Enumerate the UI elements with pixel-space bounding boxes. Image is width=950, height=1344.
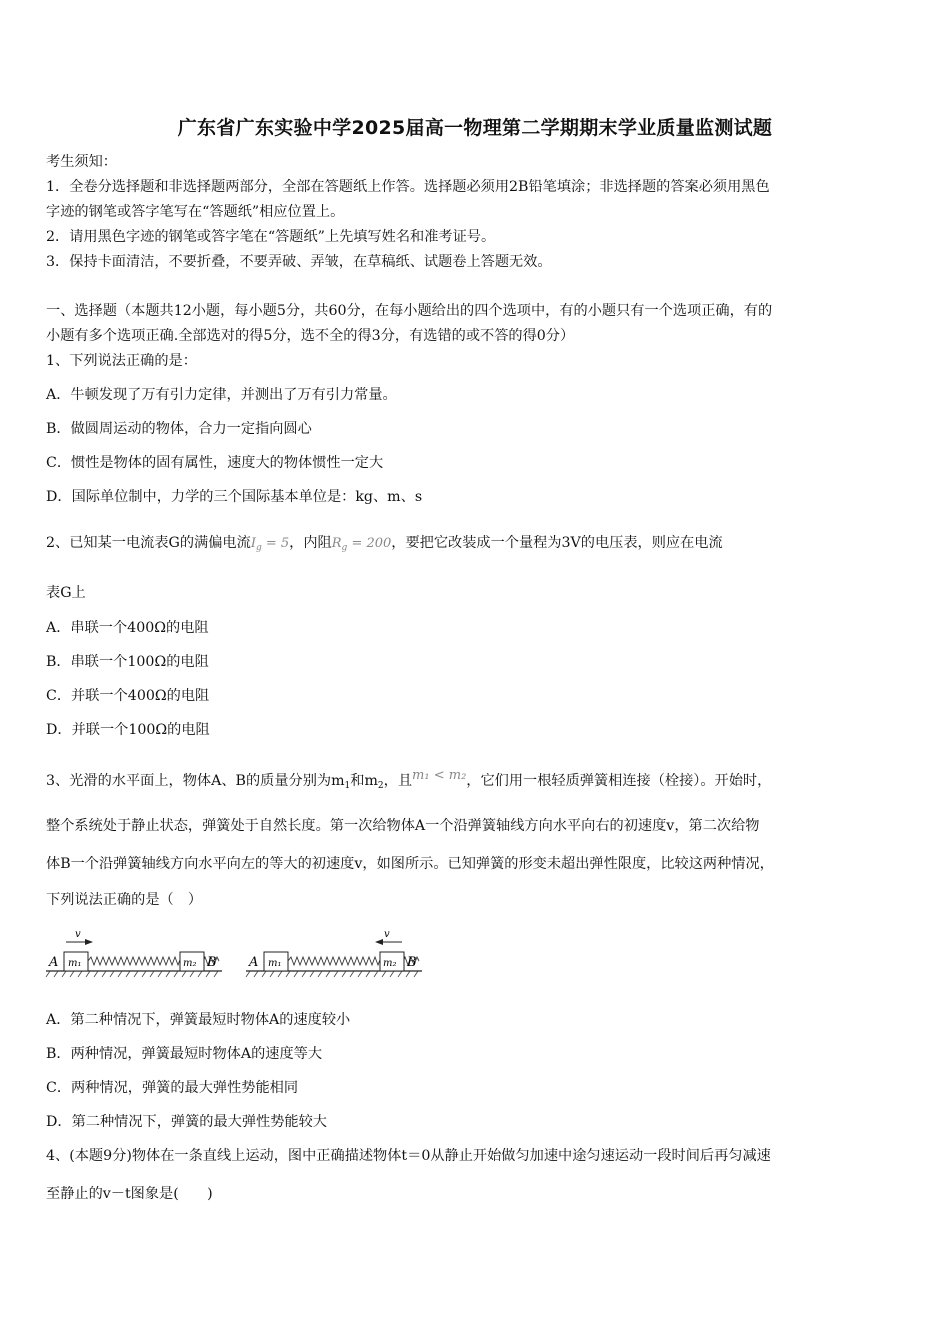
q1-option-b: B．做圆周运动的物体，合力一定指向圆心	[46, 421, 312, 437]
question-3-stem-line4: 下列说法正确的是（ ）	[46, 892, 203, 908]
notice-item: 1．全卷分选择题和非选择题两部分，全部在答题纸上作答。选择题必须用2B铅笔填涂；非选择题的答案必须用黑色	[46, 179, 770, 195]
question-3-stem: 3、光滑的水平面上，物体A、B的质量分别为$m_1$和$m_2$，且m₁ < m₂，它们用一根轻质弹簧相连接（栓接）。开始时，	[46, 768, 772, 791]
q3-option-b: B．两种情况，弹簧最短时物体A的速度等大	[46, 1046, 323, 1062]
question-3-stem-line3: 体B一个沿弹簧轴线方向水平向左的等大的初速度v，如图所示。已知弹簧的形变未超出弹性限度，比较这两种情况，	[46, 856, 774, 872]
q2-stem-a: 2、已知某一电流表G的满偏电流	[46, 535, 251, 551]
notice-item: 2．请用黑色字迹的钢笔或答字笔在“答题纸”上先填写姓名和准考证号。	[46, 229, 496, 245]
page-title: 广东省广东实验中学2025届高一物理第二学期期末学业质量监测试题	[177, 117, 773, 139]
question-2-stem	[46, 533, 723, 558]
velocity-label: v	[384, 929, 390, 940]
notice-heading: 考生须知：	[46, 154, 117, 170]
q1-option-a: A．牛顿发现了万有引力定律，并测出了万有引力常量。	[46, 387, 397, 403]
section-heading: 一、选择题（本题共12小题，每小题5分，共60分，在每小题给出的四个选项中，有的小题只有一个选项正确，有的	[46, 303, 773, 319]
figure-case-2	[246, 929, 422, 977]
q2-stem-c: ，要把它改装成一个量程为3V的电压表，则应在电流	[391, 535, 723, 551]
q3-option-d: D．第二种情况下，弹簧的最大弹性势能较大	[46, 1114, 327, 1130]
m1-label: m₁	[268, 958, 282, 969]
question-4-stem: 4、(本题9分)物体在一条直线上运动，图中正确描述物体t＝0从静止开始做匀加速中途匀速运动一段时间后再匀减速	[46, 1148, 771, 1164]
q2-stem-b: ，内阻	[289, 535, 332, 551]
q2-option-a: A．串联一个400Ω的电阻	[46, 620, 209, 636]
spring-system-figure	[44, 925, 434, 985]
label-b: B	[207, 955, 217, 970]
q2-option-c: C．并联一个400Ω的电阻	[46, 688, 210, 704]
m1-label: m₁	[68, 958, 82, 969]
q2-formula-ig: $I_g = 5$	[250, 536, 290, 553]
question-3-stem-line2: 整个系统处于静止状态，弹簧处于自然长度。第一次给物体A一个沿弹簧轴线方向水平向右的初速度v，第二次给物	[46, 818, 760, 834]
label-a: A	[49, 955, 59, 970]
q2-formula-rg: $R_g = 200$	[331, 536, 392, 553]
q3-formula: m₁ < m₂	[412, 768, 467, 783]
m2-label: m₂	[383, 958, 397, 969]
question-1-stem: 1、下列说法正确的是：	[46, 353, 197, 369]
q1-option-c: C．惯性是物体的固有属性，速度大的物体惯性一定大	[46, 455, 384, 471]
section-heading-cont: 小题有多个选项正确.全部选对的得5分，选不全的得3分，有选错的或不答的得0分）	[46, 328, 575, 344]
m2-label: m₂	[183, 958, 197, 969]
question-2-stem-cont: 表G上	[46, 585, 86, 601]
q3-option-a: A．第二种情况下，弹簧最短时物体A的速度较小	[46, 1012, 351, 1028]
label-a: A	[249, 955, 259, 970]
figure-case-1	[46, 929, 222, 977]
q1-option-d: D．国际单位制中，力学的三个国际基本单位是：kg、m、s	[46, 489, 423, 505]
q2-option-d: D．并联一个100Ω的电阻	[46, 722, 210, 738]
q2-option-b: B．串联一个100Ω的电阻	[46, 654, 209, 670]
q3-option-c: C．两种情况，弹簧的最大弹性势能相同	[46, 1080, 299, 1096]
velocity-label: v	[75, 929, 81, 940]
notice-item: 3．保持卡面清洁，不要折叠，不要弄破、弄皱，在草稿纸、试题卷上答题无效。	[46, 254, 552, 270]
notice-item: 字迹的钢笔或答字笔写在“答题纸”相应位置上。	[46, 204, 345, 220]
label-b: B	[407, 955, 417, 970]
question-4-stem-cont: 至静止的v－t图象是( )	[46, 1186, 213, 1202]
